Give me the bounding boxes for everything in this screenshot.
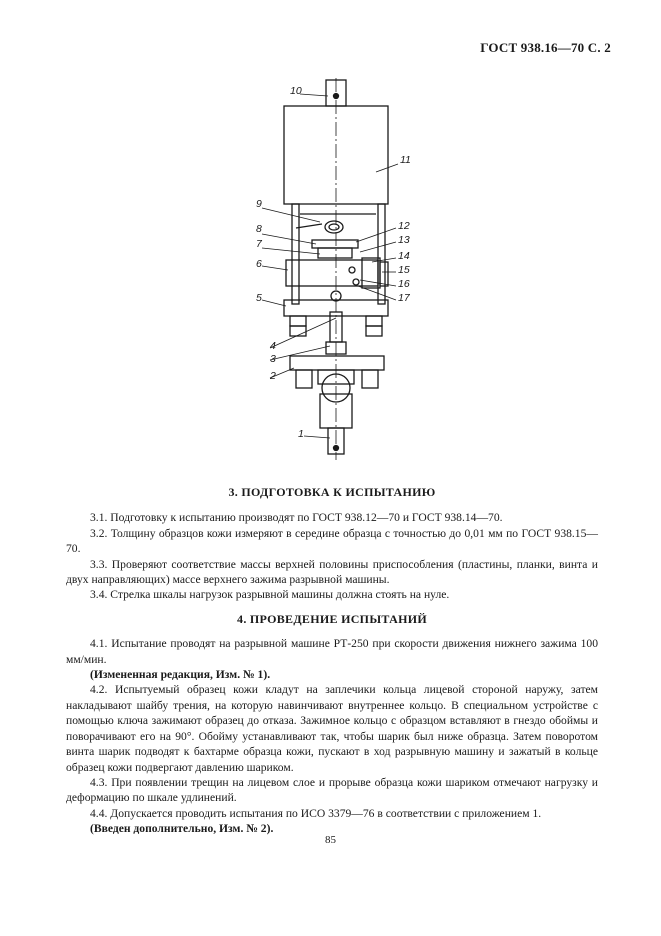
label-11: 11 — [400, 154, 411, 166]
edit-note-2: (Введен дополнительно, Изм. № 2). — [90, 822, 274, 836]
label-7: 7 — [256, 238, 262, 250]
paragraph-4-1: 4.1. Испытание проводят на разрывной машине РТ-250 при скорости движения нижнего зажима 100 мм/мин. — [66, 637, 598, 666]
paragraph-3-2: 3.2. Толщину образцов кожи измеряют в середине образца с точностью до 0,01 мм по ГОСТ 938.15—70. — [66, 526, 598, 556]
section-4-title: 4. ПРОВЕДЕНИЕ ИСПЫТАНИЙ — [237, 611, 427, 626]
paragraph-4-4: 4.4. Допускается проводить испытания по ИСО 3379—76 в соответствии с приложением 1. — [90, 806, 542, 820]
label-5: 5 — [256, 292, 262, 304]
edit-note-1: (Измененная редакция, Изм. № 1). — [90, 668, 271, 682]
paragraph-3-3: 3.3. Проверяют соответствие массы верхней половины приспособления (пластины, планки, винта и двух направляющих) массе верхнего зажима разрывной машины. — [66, 557, 598, 587]
label-4: 4 — [270, 340, 276, 352]
page-number: 85 — [325, 834, 336, 846]
label-17: 17 — [398, 292, 410, 304]
label-3: 3 — [270, 353, 276, 365]
paragraph-4-2: 4.2. Испытуемый образец кожи кладут на заплечики кольца лицевой стороной наружу, затем накладывают шайбу трения, на которую навинчивают внутреннее кольцо. В специальном устройстве с помощью ключа зажимают образец до отказа. Зажимное кольцо с образцом вставляют в гнездо обоймы и поворачивают его на 90°. Обойму устанавливают так, чтобы шарик был ниже образца. Затем поворотом винта шарик подводят к бахтарме образца кожи, пускают в ход разрывную машину и зажатый в кольце образец кожи подвергают давлению шариком. — [66, 683, 598, 774]
label-1: 1 — [298, 428, 304, 440]
paragraph-3-4: 3.4. Стрелка шкалы нагрузок разрывной машины должна стоять на нуле. — [90, 588, 450, 602]
label-6: 6 — [256, 258, 262, 270]
body-text — [66, 485, 598, 837]
label-15: 15 — [398, 264, 410, 276]
page-header: ГОСТ 938.16—70 С. 2 — [480, 40, 611, 55]
label-10: 10 — [290, 85, 302, 97]
label-9: 9 — [256, 198, 262, 210]
label-14: 14 — [398, 250, 410, 262]
label-16: 16 — [398, 278, 410, 290]
label-12: 12 — [398, 220, 410, 232]
label-13: 13 — [398, 234, 410, 246]
section-3-title: 3. ПОДГОТОВКА К ИСПЫТАНИЮ — [228, 485, 436, 499]
paragraph-4-3: 4.3. При появлении трещин на лицевом слое и прорыве образца кожи шариком отмечают нагрузку и деформацию по шкале удлинений. — [66, 775, 598, 805]
label-8: 8 — [256, 223, 262, 235]
paragraph-3-1: 3.1. Подготовку к испытанию производят по ГОСТ 938.12—70 и ГОСТ 938.14—70. — [90, 511, 503, 525]
label-2: 2 — [270, 370, 276, 382]
